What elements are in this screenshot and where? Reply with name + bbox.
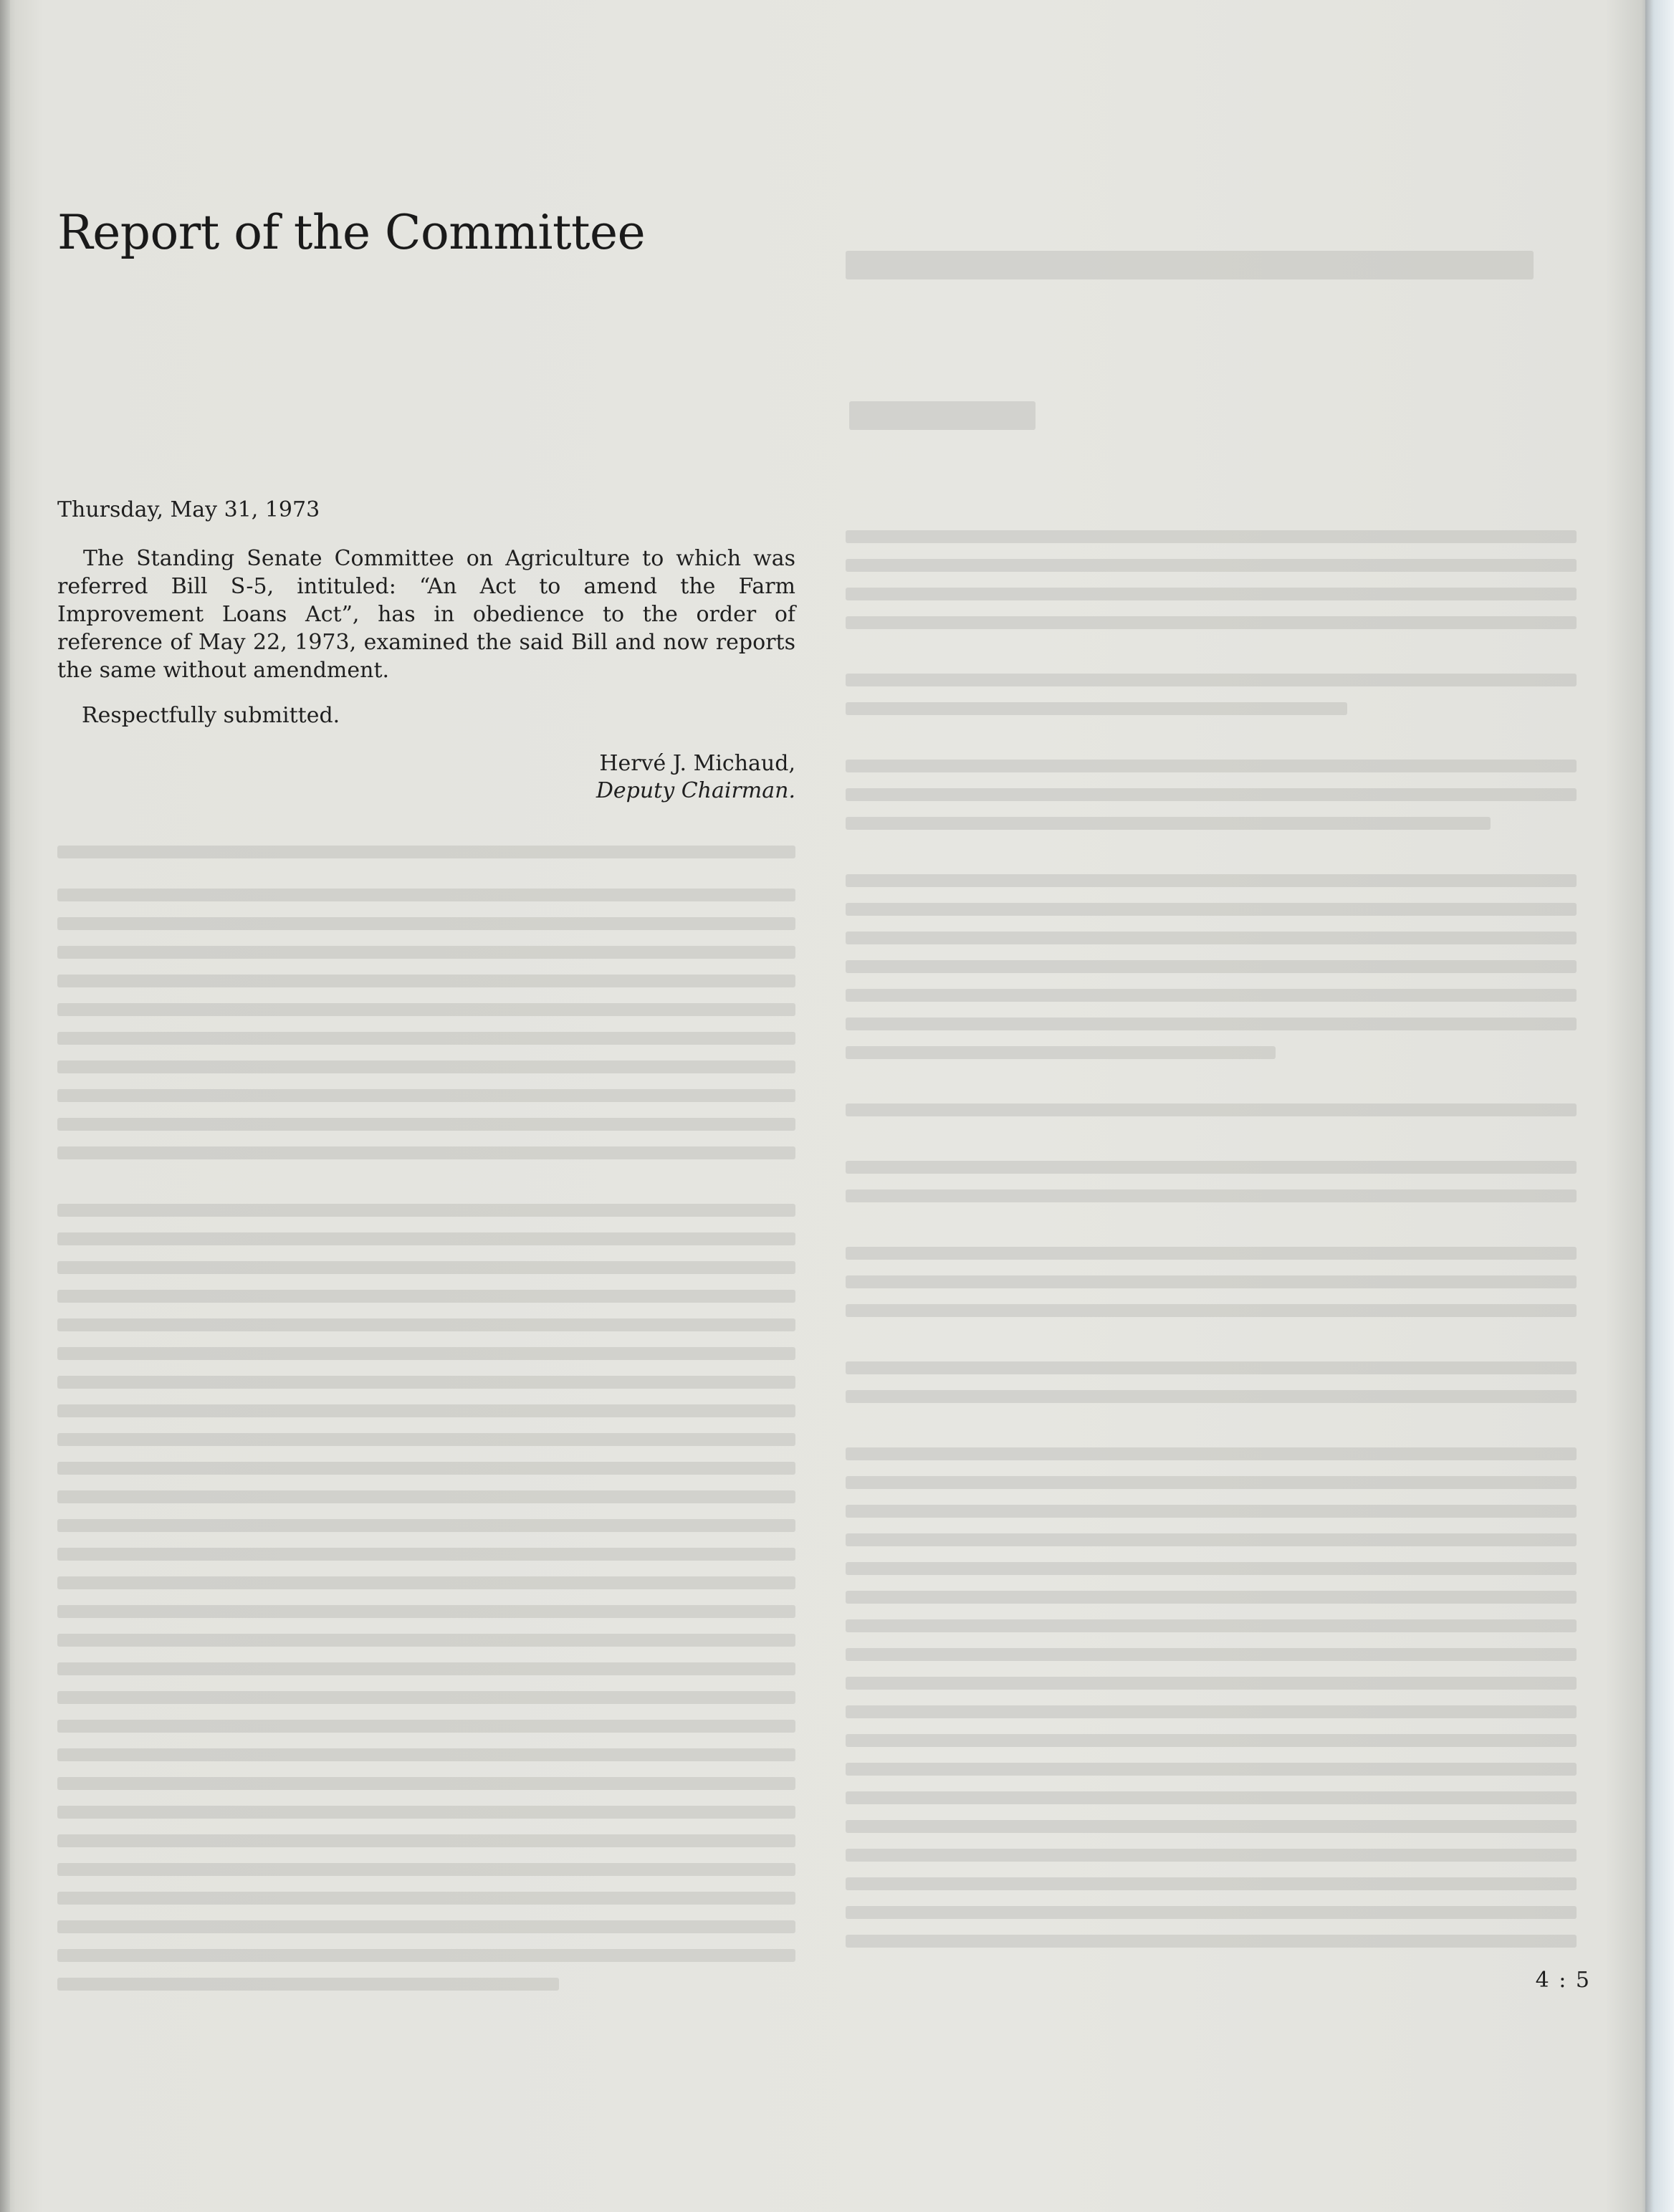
bleed-line [846, 1791, 1577, 1804]
bleed-line [846, 1763, 1577, 1776]
bleed-line [846, 1275, 1577, 1288]
bleed-line [846, 588, 1577, 600]
bleed-line [846, 616, 1577, 629]
bleed-line [57, 1118, 795, 1131]
bleed-line [57, 1347, 795, 1360]
bleed-line [57, 1232, 795, 1245]
bleed-line [846, 1103, 1577, 1116]
bleed-line [846, 1648, 1577, 1661]
bleed-line [846, 1591, 1577, 1604]
bleed-line [57, 1003, 795, 1016]
bleed-line [846, 960, 1577, 973]
bleed-line [57, 1634, 795, 1647]
bleed-line [846, 1562, 1577, 1575]
bleed-line [57, 1318, 795, 1331]
bleed-line [57, 1204, 795, 1217]
bleed-line [57, 1146, 795, 1159]
bleed-line [57, 1576, 795, 1589]
bleed-line [57, 1863, 795, 1876]
report-title: Report of the Committee [57, 205, 646, 260]
bleed-line [57, 946, 795, 959]
bleed-line [57, 1691, 795, 1704]
bleed-line [846, 1161, 1577, 1174]
bleed-line [57, 1261, 795, 1274]
bleed-line [846, 1705, 1577, 1718]
bleed-line [846, 251, 1534, 279]
bleed-line [846, 1361, 1577, 1374]
bleed-line [846, 1849, 1577, 1862]
bleed-line [57, 1433, 795, 1446]
bleed-line [846, 1247, 1577, 1260]
bleed-line [846, 1677, 1577, 1690]
bleed-line [57, 1548, 795, 1561]
bleed-line [849, 401, 1036, 430]
bleed-line [846, 1476, 1577, 1489]
bleed-line [846, 1619, 1577, 1632]
bleed-line [57, 1089, 795, 1102]
bleed-line [57, 1949, 795, 1962]
bleed-line [846, 760, 1577, 772]
bleed-line [846, 989, 1577, 1002]
bleed-line [57, 1720, 795, 1733]
bleed-line [57, 1032, 795, 1045]
page-number: 4 : 5 [1535, 1968, 1591, 1993]
bleed-line [846, 1018, 1577, 1030]
bleed-line [846, 817, 1491, 830]
signer-name: Hervé J. Michaud, [599, 751, 795, 776]
bleed-line [57, 1490, 795, 1503]
bleed-line [846, 788, 1577, 801]
bleed-line [57, 1748, 795, 1761]
report-body-paragraph: The Standing Senate Committee on Agriculture to which was referred Bill S-5, intituled: “An Act to amend the Farm Improvement Loans Act”, has in obedience to the order of reference of May 22, 1973, examined the said Bill and now reports the same without amendment. [57, 546, 795, 683]
bleed-line [846, 1304, 1577, 1317]
bleed-line [57, 1834, 795, 1847]
bleed-line [57, 1662, 795, 1675]
bleed-line [57, 1777, 795, 1790]
bleed-line [57, 917, 795, 930]
bleed-line [57, 1892, 795, 1905]
bleed-line [846, 874, 1577, 887]
bleed-line [846, 702, 1347, 715]
bleed-line [57, 1978, 559, 1991]
bleed-line [846, 530, 1577, 543]
report-date: Thursday, May 31, 1973 [57, 497, 320, 522]
bleed-line [57, 975, 795, 987]
bleed-line [846, 674, 1577, 686]
bleed-line [57, 1060, 795, 1073]
bleed-line [846, 559, 1577, 572]
bleed-line [57, 1920, 795, 1933]
bleed-line [57, 1605, 795, 1618]
bleed-line [846, 1447, 1577, 1460]
bleed-line [846, 1046, 1276, 1059]
signer-title: Deputy Chairman. [596, 778, 795, 803]
bleed-line [57, 1806, 795, 1819]
bleed-line [846, 1877, 1577, 1890]
bleed-line [846, 1505, 1577, 1518]
bleed-line [846, 1189, 1577, 1202]
bleed-line [57, 1376, 795, 1389]
bleed-line [846, 1734, 1577, 1747]
bleed-line [846, 1820, 1577, 1833]
bleed-line [846, 1906, 1577, 1919]
bleed-line [846, 932, 1577, 944]
bleed-line [846, 1935, 1577, 1948]
bleed-line [846, 1533, 1577, 1546]
bleed-line [57, 1290, 795, 1303]
bleed-line [57, 1404, 795, 1417]
bleed-line [57, 1462, 795, 1475]
bleed-line [846, 903, 1577, 916]
closing-line: Respectfully submitted. [82, 703, 340, 728]
bleed-line [57, 1519, 795, 1532]
bleed-line [846, 1390, 1577, 1403]
bleed-line [57, 846, 795, 858]
bleed-line [57, 889, 795, 901]
